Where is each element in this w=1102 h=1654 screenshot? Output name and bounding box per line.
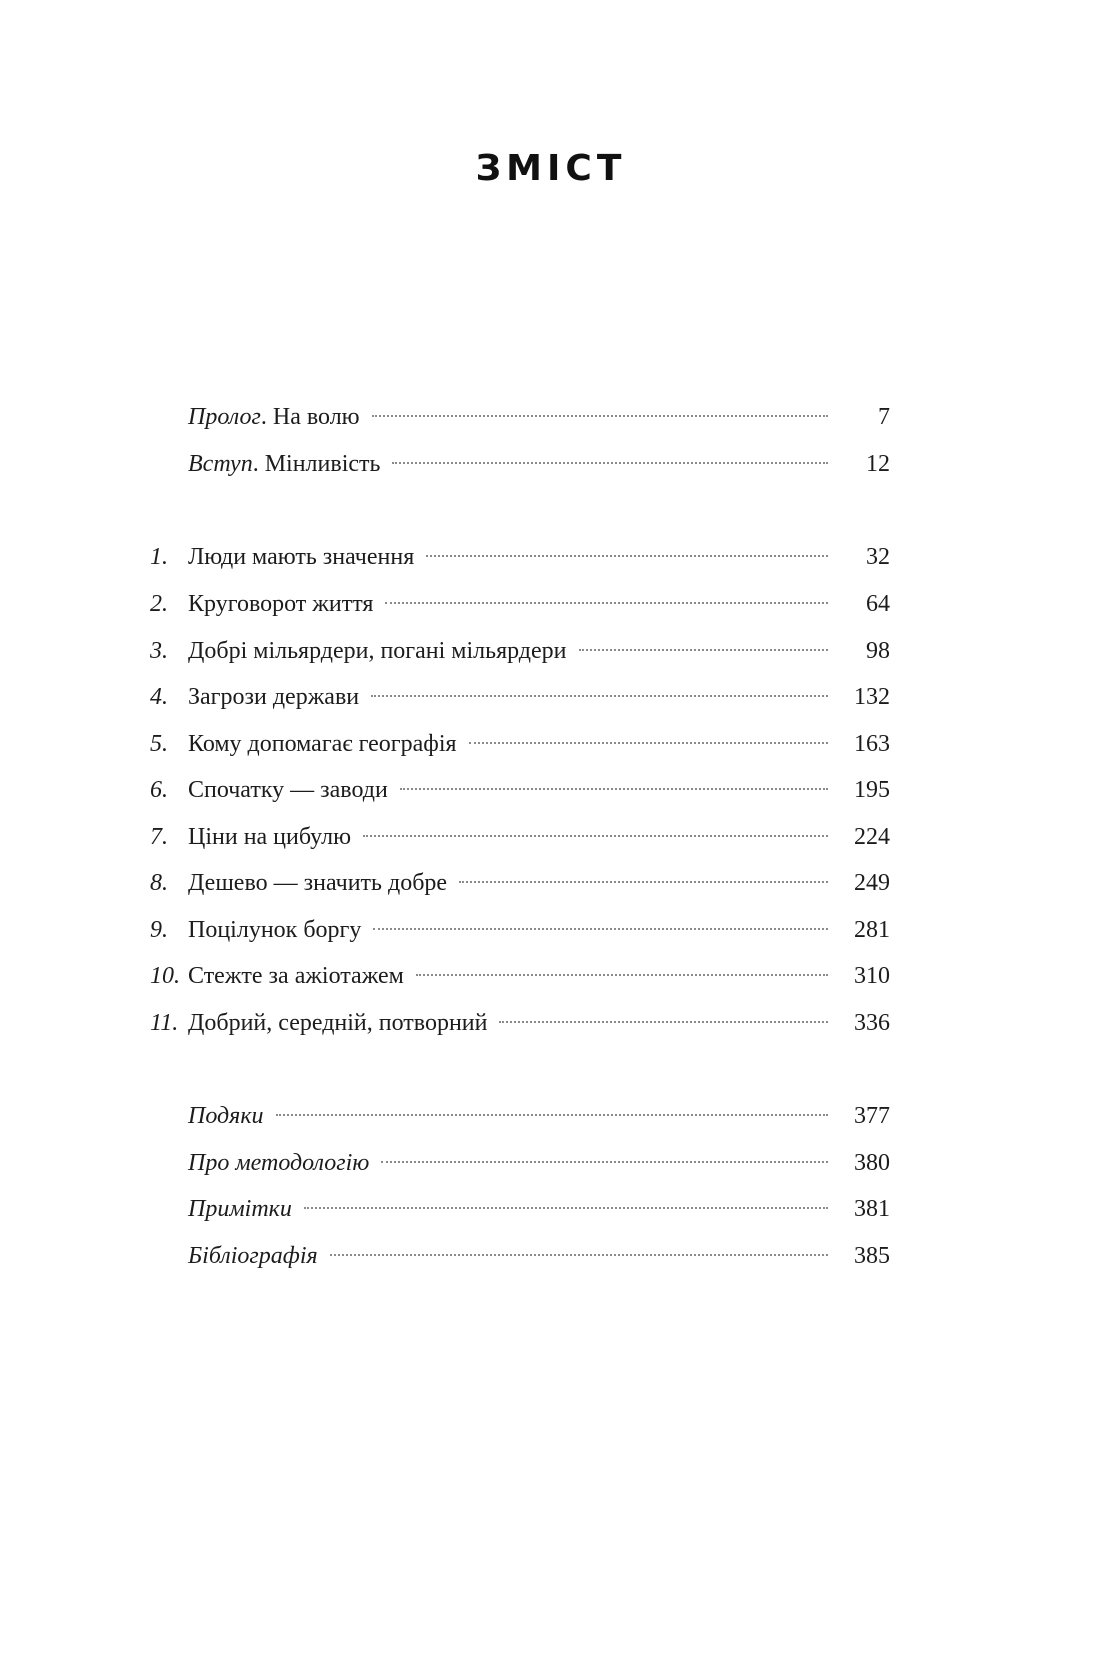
toc-entry-bibliography[interactable] bbox=[150, 1239, 890, 1273]
toc-entry-methodology[interactable] bbox=[150, 1146, 890, 1180]
dot-leader bbox=[499, 1021, 828, 1023]
chapter-number: 6. bbox=[150, 777, 168, 803]
chapter-title: Добрі мільярдери, погані мільярдери bbox=[188, 638, 567, 664]
toc-page-number: 381 bbox=[854, 1196, 890, 1222]
chapter-title: Поцілунок боргу bbox=[188, 917, 362, 943]
chapter-number: 9. bbox=[150, 917, 168, 943]
toc-page-number: 224 bbox=[854, 824, 890, 850]
chapter-title: Спочатку — заводи bbox=[188, 777, 388, 803]
chapter-title: Ціни на цибулю bbox=[188, 824, 352, 850]
dot-leader bbox=[469, 742, 828, 744]
chapter-title: Стежте за ажіотажем bbox=[188, 963, 404, 989]
chapter-number: 3. bbox=[150, 638, 168, 664]
page-title: ЗМІСТ bbox=[475, 148, 627, 189]
toc-entry-title: Бібліографія bbox=[188, 1243, 318, 1269]
toc-chapter-1[interactable] bbox=[150, 540, 890, 574]
chapter-number: 10. bbox=[150, 963, 180, 989]
toc-entry-title: Мінливість bbox=[264, 451, 381, 477]
toc-chapter-9[interactable] bbox=[150, 913, 890, 947]
dot-leader bbox=[363, 835, 828, 837]
chapter-number: 2. bbox=[150, 591, 168, 617]
toc-chapter-5[interactable] bbox=[150, 727, 890, 761]
toc-page-number: 336 bbox=[854, 1010, 890, 1036]
toc-entry-separator: . bbox=[260, 404, 267, 430]
toc-page-number: 377 bbox=[854, 1103, 890, 1129]
chapter-title: Добрий, середній, потворний bbox=[188, 1010, 488, 1036]
toc-entry-label: Вступ bbox=[188, 451, 253, 477]
toc-entry-text bbox=[188, 400, 360, 434]
dot-leader bbox=[372, 415, 828, 417]
chapter-number: 8. bbox=[150, 870, 168, 896]
chapter-number: 5. bbox=[150, 731, 168, 757]
toc-chapter-4[interactable] bbox=[150, 680, 890, 714]
chapter-title: Люди мають значення bbox=[188, 544, 415, 570]
dot-leader bbox=[426, 555, 828, 557]
chapter-number: 4. bbox=[150, 684, 168, 710]
toc-entry-title: На волю bbox=[272, 404, 360, 430]
toc-chapter-2[interactable] bbox=[150, 587, 890, 621]
toc-entry-title: Примітки bbox=[188, 1196, 292, 1222]
dot-leader bbox=[385, 602, 828, 604]
toc-page-number: 32 bbox=[866, 544, 890, 570]
dot-leader bbox=[392, 462, 828, 464]
chapter-title: Круговорот життя bbox=[188, 591, 374, 617]
chapter-title: Кому допомагає географія bbox=[188, 731, 457, 757]
toc-page-number: 281 bbox=[854, 917, 890, 943]
chapter-number: 11. bbox=[150, 1010, 179, 1036]
toc-entry-separator: . bbox=[252, 451, 259, 477]
toc-entry-prologue[interactable] bbox=[150, 400, 890, 434]
toc-entry-label: Пролог bbox=[188, 404, 261, 430]
toc-chapter-10[interactable] bbox=[150, 959, 890, 993]
toc-page-number: 12 bbox=[866, 451, 890, 477]
dot-leader bbox=[373, 928, 828, 930]
toc-entry-notes[interactable] bbox=[150, 1192, 890, 1226]
dot-leader bbox=[400, 788, 828, 790]
chapter-number: 1. bbox=[150, 544, 168, 570]
toc-chapter-11[interactable] bbox=[150, 1006, 890, 1040]
dot-leader bbox=[579, 649, 828, 651]
dot-leader bbox=[276, 1114, 828, 1116]
toc-page-number: 310 bbox=[854, 963, 890, 989]
toc-page-number: 195 bbox=[854, 777, 890, 803]
chapter-title: Дешево — значить добре bbox=[188, 870, 448, 896]
dot-leader bbox=[330, 1254, 828, 1256]
toc-page-number: 249 bbox=[854, 870, 890, 896]
toc-entry-acknowledgements[interactable] bbox=[150, 1099, 890, 1133]
toc-entry-title: Подяки bbox=[188, 1103, 264, 1129]
toc-page-number: 64 bbox=[866, 591, 890, 617]
toc-page-number: 7 bbox=[878, 404, 890, 430]
toc-page-number: 132 bbox=[854, 684, 890, 710]
toc-page-number: 380 bbox=[854, 1150, 890, 1176]
dot-leader bbox=[459, 881, 828, 883]
dot-leader bbox=[381, 1161, 828, 1163]
toc-chapter-3[interactable] bbox=[150, 634, 890, 668]
dot-leader bbox=[304, 1207, 828, 1209]
chapter-title: Загрози держави bbox=[188, 684, 360, 710]
toc-entry-title: Про методологію bbox=[188, 1150, 370, 1176]
dot-leader bbox=[416, 974, 828, 976]
toc-page-number: 98 bbox=[866, 638, 890, 664]
dot-leader bbox=[371, 695, 828, 697]
toc-chapter-8[interactable] bbox=[150, 866, 890, 900]
chapter-number: 7. bbox=[150, 824, 168, 850]
toc-page-number: 163 bbox=[854, 731, 890, 757]
toc-chapter-6[interactable] bbox=[150, 773, 890, 807]
toc-chapter-7[interactable] bbox=[150, 820, 890, 854]
toc-entry-text bbox=[188, 447, 380, 481]
toc-entry-intro[interactable] bbox=[150, 447, 890, 481]
toc-page-number: 385 bbox=[854, 1243, 890, 1269]
